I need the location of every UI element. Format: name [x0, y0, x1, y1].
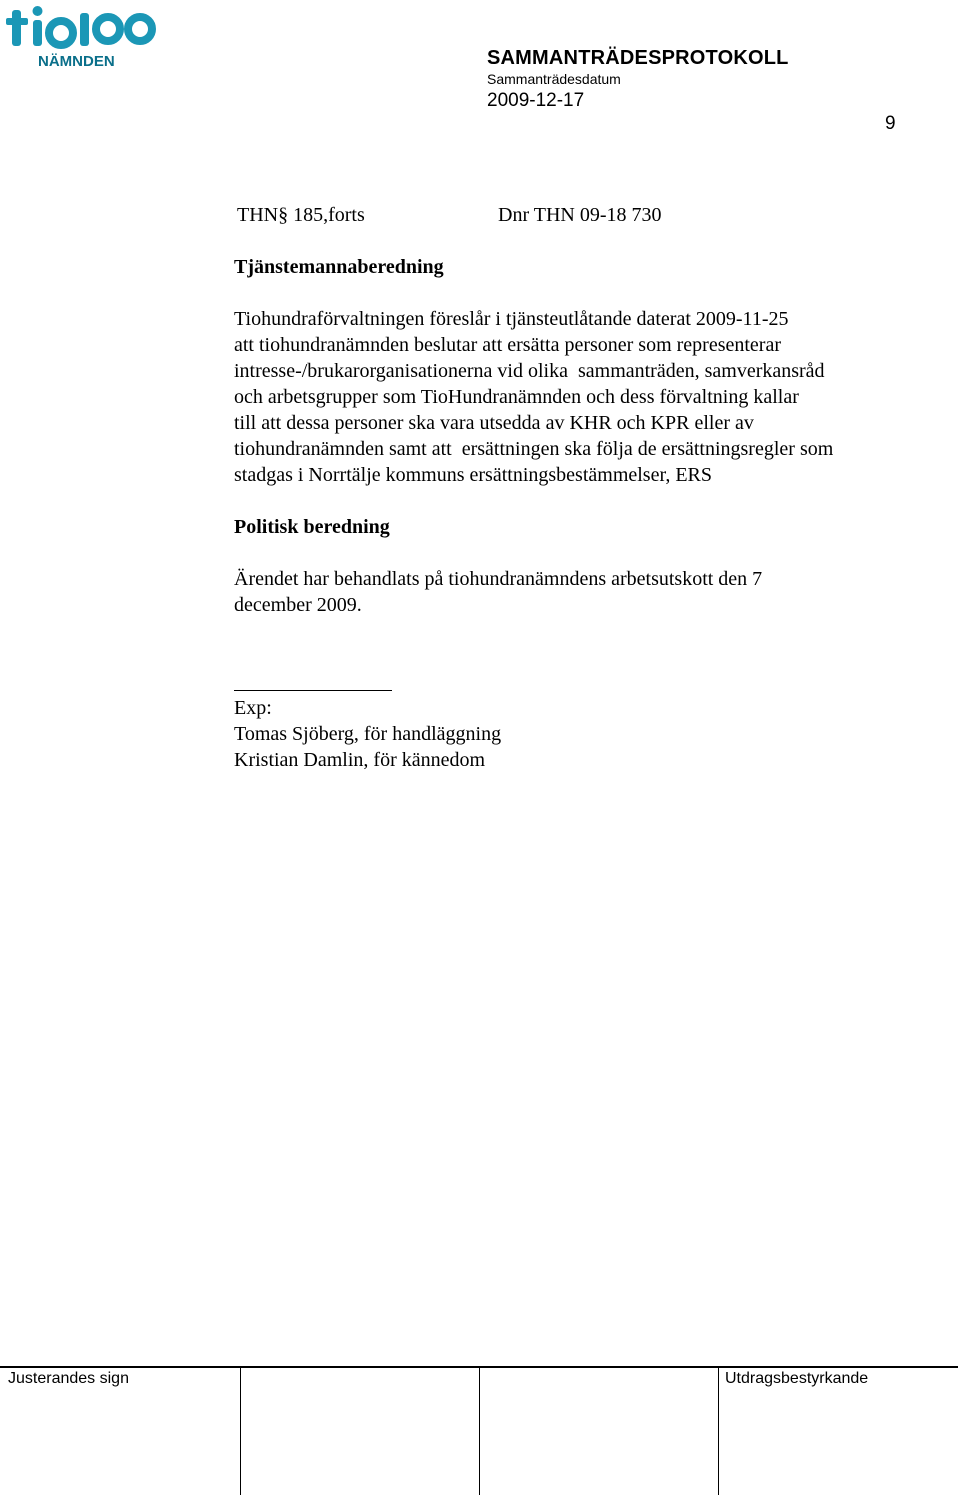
expedition-recipient: Tomas Sjöberg, för handläggning [234, 723, 502, 745]
section-heading-politisk-beredning: Politisk beredning [234, 516, 390, 538]
dnr-reference: Dnr THN 09-18 730 [498, 204, 662, 226]
footer-column-separator [240, 1367, 241, 1495]
logo-subtitle: NÄMNDEN [38, 53, 115, 70]
body-line: till att dessa personer ska vara utsedda av KHR och KPR eller av [234, 412, 754, 434]
page-number: 9 [885, 113, 896, 134]
body-line: tiohundranämnden samt att ersättningen ska följa de ersättningsregler som [234, 438, 834, 460]
case-reference: THN§ 185,forts [237, 204, 365, 226]
tio100-logo [6, 2, 166, 72]
body-line: och arbetsgrupper som TioHundranämnden och dess förvaltning kallar [234, 386, 799, 408]
tio100-logo-graphic [6, 2, 166, 72]
expedition-block [234, 695, 501, 773]
document-title: SAMMANTRÄDESPROTOKOLL [487, 47, 789, 69]
body-line: Ärendet har behandlats på tiohundranämndens arbetsutskott den 7 [234, 568, 763, 590]
meeting-date: 2009-12-17 [487, 90, 585, 111]
section-body-politisk-beredning [234, 566, 762, 618]
section-heading-tjanstemannaberedning: Tjänstemannaberedning [234, 256, 444, 278]
footer-justerandes-sign: Justerandes sign [8, 1370, 129, 1387]
body-line: Tiohundraförvaltningen föreslår i tjänsteutlåtande daterat 2009-11-25 [234, 308, 789, 330]
footer-column-separator [718, 1367, 719, 1495]
signature-rule [234, 690, 392, 691]
body-line: intresse-/brukarorganisationerna vid olika sammanträden, samverkansråd [234, 360, 825, 382]
body-line: stadgas i Norrtälje kommuns ersättningsbestämmelser, ERS [234, 464, 713, 486]
meeting-date-label: Sammanträdesdatum [487, 71, 621, 87]
expedition-recipient: Kristian Damlin, för kännedom [234, 749, 486, 771]
section-body-tjanstemannaberedning [234, 306, 833, 488]
expedition-label: Exp: [234, 697, 272, 719]
footer-column-separator [479, 1367, 480, 1495]
body-line: december 2009. [234, 594, 362, 616]
body-line: att tiohundranämnden beslutar att ersätta personer som representerar [234, 334, 782, 356]
footer-utdragsbestyrkande: Utdragsbestyrkande [725, 1370, 869, 1387]
